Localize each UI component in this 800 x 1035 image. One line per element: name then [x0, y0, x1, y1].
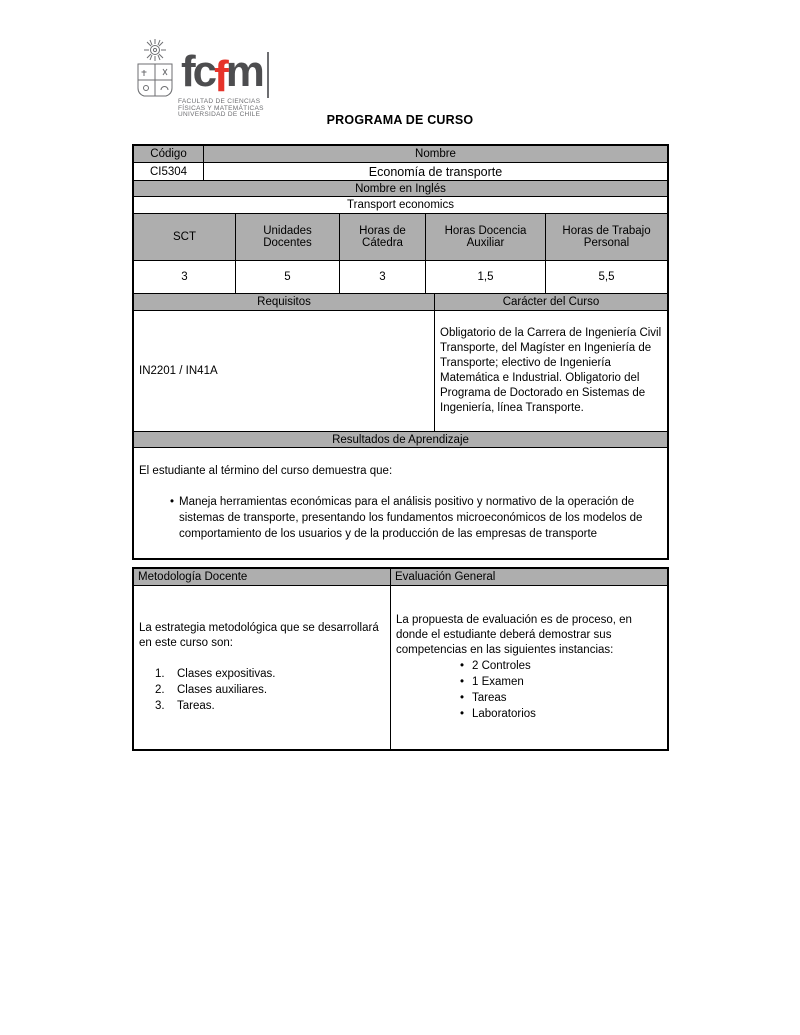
caracter-value: Obligatorio de la Carrera de Ingeniería Civil Transporte, del Magíster en Ingeniería de Transporte; electivo de Ingeniería Matemática e Industrial. Obligatorio del Programa de Doctorado en Sistemas de Ingeniería, línea Transporte. — [435, 311, 668, 432]
bullet-icon: • — [169, 496, 175, 508]
evaluacion-item-text: 1 Examen — [472, 676, 524, 688]
metodologia-item-text: Clases auxiliares. — [177, 684, 268, 696]
code-name-table — [133, 145, 668, 214]
sct-value: 3 — [134, 261, 236, 294]
list-number: 3. — [155, 700, 165, 712]
metodologia-item — [139, 666, 385, 682]
nombre-ingles-value: Transport economics — [134, 197, 668, 214]
nombre-ingles-header: Nombre en Inglés — [134, 181, 668, 197]
caracter-header: Carácter del Curso — [435, 294, 668, 311]
resultados-content — [134, 448, 668, 559]
resultados-bullet-item — [139, 494, 662, 542]
bullet-icon: • — [459, 708, 465, 720]
evaluacion-intro: La propuesta de evaluación es de proceso, en donde el estudiante deberá demostrar sus competencias en las siguientes instancias: — [396, 614, 632, 656]
course-program-tables — [133, 145, 668, 750]
nombre-header: Nombre — [204, 146, 668, 163]
credits-table — [133, 213, 668, 294]
codigo-header: Código — [134, 146, 204, 163]
sct-header: SCT — [134, 214, 236, 261]
page-title: PROGRAMA DE CURSO — [326, 113, 474, 127]
resultados-intro: El estudiante al término del curso demuestra que: — [139, 465, 393, 477]
requisitos-table — [133, 293, 668, 432]
bullet-icon: • — [459, 692, 465, 704]
unidades-docentes-value: 5 — [236, 261, 340, 294]
nombre-value: Economía de transporte — [204, 163, 668, 181]
metodologia-header: Metodología Docente — [134, 569, 391, 586]
evaluacion-header: Evaluación General — [391, 569, 668, 586]
evaluacion-item — [396, 658, 662, 674]
logo-divider-bar — [267, 52, 269, 98]
evaluacion-content — [391, 586, 668, 750]
faculty-caption-line: FACULTAD DE CIENCIAS — [178, 98, 261, 105]
list-number: 2. — [155, 684, 165, 696]
metodologia-intro: La estrategia metodológica que se desarrollará en este curso son: — [139, 622, 379, 649]
metodologia-item — [139, 698, 385, 714]
codigo-value: CI5304 — [134, 163, 204, 181]
horas-trabajo-personal-value: 5,5 — [546, 261, 668, 294]
horas-catedra-value: 3 — [340, 261, 426, 294]
spacer — [139, 651, 385, 666]
table-gap — [133, 559, 668, 568]
evaluacion-item-text: Laboratorios — [472, 708, 536, 720]
fcfm-letter: m — [225, 47, 262, 96]
metodologia-content — [134, 586, 391, 750]
main-table — [133, 145, 668, 559]
evaluacion-item — [396, 706, 662, 722]
horas-docencia-auxiliar-header: Horas Docencia Auxiliar — [426, 214, 546, 261]
evaluacion-item — [396, 690, 662, 706]
horas-trabajo-personal-header: Horas de Trabajo Personal — [546, 214, 668, 261]
bullet-icon: • — [459, 676, 465, 688]
evaluacion-item-text: 2 Controles — [472, 660, 531, 672]
horas-catedra-header: Horas de Cátedra — [340, 214, 426, 261]
resultados-bullet-text: Maneja herramientas económicas para el análisis positivo y normativo de la operación de sistemas de transporte, presentando los fundamentos microeconómicos de los modelos de comportamiento de los usuarios y de la producción de las empresas de transporte — [179, 496, 643, 540]
horas-docencia-auxiliar-value: 1,5 — [426, 261, 546, 294]
bullet-icon: • — [459, 660, 465, 672]
metodologia-item — [139, 682, 385, 698]
unidades-docentes-header: Unidades Docentes — [236, 214, 340, 261]
resultados-header: Resultados de Aprendizaje — [134, 432, 668, 448]
faculty-caption-line: FÍSICAS Y MATEMÁTICAS — [178, 104, 264, 112]
resultados-table — [133, 431, 668, 559]
fcfm-letter: c — [192, 47, 215, 96]
requisitos-header: Requisitos — [134, 294, 435, 311]
metodologia-evaluacion-table — [133, 568, 668, 750]
list-number: 1. — [155, 668, 165, 680]
fcfm-letter: f — [181, 47, 193, 96]
requisitos-value: IN2201 / IN41A — [134, 311, 435, 432]
evaluacion-item-text: Tareas — [472, 692, 507, 704]
metodologia-item-text: Clases expositivas. — [177, 668, 276, 680]
fcfm-letter-red: f — [214, 52, 226, 101]
evaluacion-item — [396, 674, 662, 690]
faculty-caption-line: UNIVERSIDAD DE CHILE — [178, 111, 261, 119]
metodologia-item-text: Tareas. — [177, 700, 215, 712]
fcfm-logo — [181, 47, 269, 101]
spacer — [139, 479, 662, 494]
university-crest-icon — [133, 38, 178, 100]
methodology-table — [133, 568, 668, 750]
